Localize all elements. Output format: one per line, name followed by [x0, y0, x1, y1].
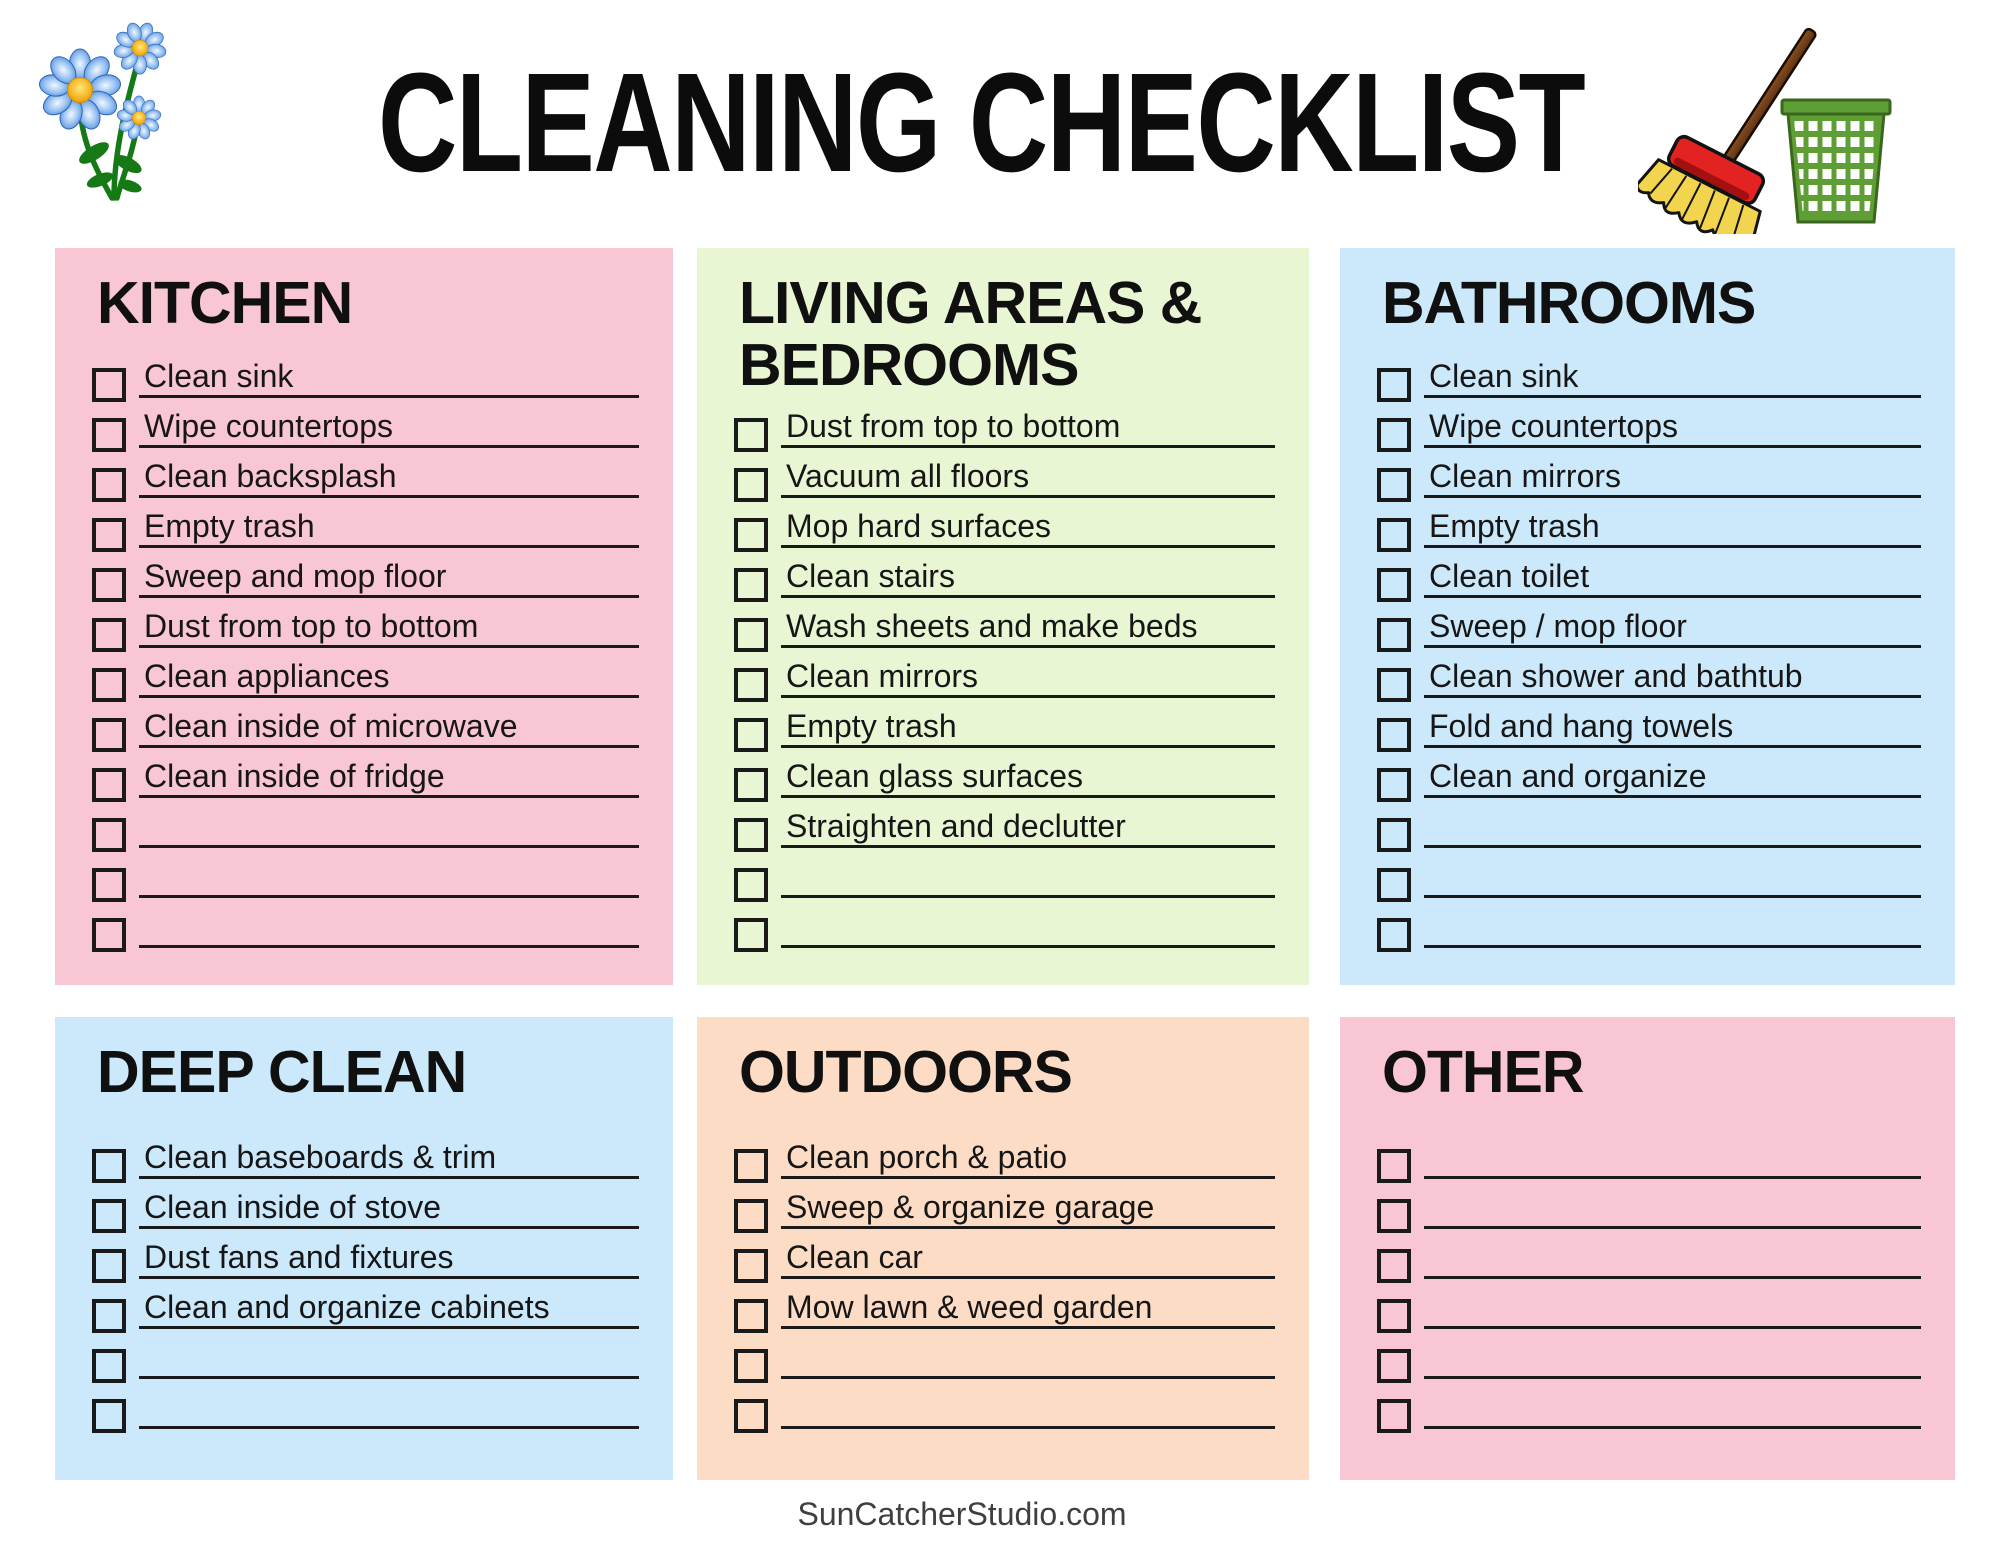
checkbox[interactable]	[92, 568, 126, 602]
checkbox[interactable]	[734, 1349, 768, 1383]
panel-title-outdoors: OUTDOORS	[739, 1039, 1072, 1105]
panel-deep-clean	[55, 1017, 673, 1480]
checklist-row	[697, 654, 1309, 704]
checklist-row	[1340, 704, 1955, 754]
item-label: Clean inside of fridge	[139, 758, 639, 798]
checklist-row	[1340, 1235, 1955, 1285]
checkbox[interactable]	[92, 1399, 126, 1433]
checklist-row	[697, 504, 1309, 554]
checklist-row	[1340, 604, 1955, 654]
checkbox[interactable]	[92, 1299, 126, 1333]
checkbox[interactable]	[1377, 1249, 1411, 1283]
item-label: Sweep & organize garage	[781, 1189, 1275, 1229]
checkbox[interactable]	[1377, 718, 1411, 752]
panel-kitchen	[55, 248, 673, 985]
blank-line[interactable]	[781, 908, 1275, 948]
checklist-row	[55, 504, 673, 554]
checklist-row	[697, 454, 1309, 504]
checkbox[interactable]	[92, 718, 126, 752]
flowers-icon	[36, 12, 186, 202]
checklist-row	[55, 454, 673, 504]
item-label: Clean car	[781, 1239, 1275, 1279]
panel-outdoors	[697, 1017, 1309, 1480]
checklist-row	[1340, 1385, 1955, 1435]
panel-title-other: OTHER	[1382, 1039, 1584, 1105]
checklist-row	[697, 604, 1309, 654]
checklist-row	[697, 1385, 1309, 1435]
checkbox[interactable]	[734, 1149, 768, 1183]
item-label: Clean glass surfaces	[781, 758, 1275, 798]
checklist-row	[1340, 1335, 1955, 1385]
item-label: Clean toilet	[1424, 558, 1921, 598]
item-label: Clean inside of microwave	[139, 708, 639, 748]
checkbox[interactable]	[1377, 518, 1411, 552]
checklist-row	[697, 1185, 1309, 1235]
checkbox[interactable]	[734, 618, 768, 652]
checkbox[interactable]	[734, 918, 768, 952]
checklist-row	[697, 1235, 1309, 1285]
panel-rows	[697, 1135, 1309, 1435]
item-label: Clean appliances	[139, 658, 639, 698]
item-label: Clean stairs	[781, 558, 1275, 598]
broom-and-basket-icon	[1638, 22, 1898, 234]
checklist-row	[697, 1335, 1309, 1385]
blank-line[interactable]	[1424, 1389, 1921, 1429]
checkbox[interactable]	[1377, 468, 1411, 502]
item-label: Clean porch & patio	[781, 1139, 1275, 1179]
blank-line[interactable]	[139, 808, 639, 848]
blank-line[interactable]	[139, 858, 639, 898]
checklist-row	[697, 1135, 1309, 1185]
checklist-row	[55, 704, 673, 754]
checklist-row	[697, 404, 1309, 454]
panel-rows	[1340, 354, 1955, 954]
panel-bathrooms	[1340, 248, 1955, 985]
item-label: Clean mirrors	[781, 658, 1275, 698]
panel-rows	[55, 1135, 673, 1435]
checkbox[interactable]	[734, 1199, 768, 1233]
checkbox[interactable]	[1377, 568, 1411, 602]
item-label: Straighten and declutter	[781, 808, 1275, 848]
item-label: Wipe countertops	[139, 408, 639, 448]
checkbox[interactable]	[92, 468, 126, 502]
item-label: Clean backsplash	[139, 458, 639, 498]
item-label: Clean baseboards & trim	[139, 1139, 639, 1179]
checklist-row	[1340, 354, 1955, 404]
blank-line[interactable]	[781, 1389, 1275, 1429]
checklist-row	[697, 854, 1309, 904]
blank-line[interactable]	[1424, 858, 1921, 898]
checkbox[interactable]	[1377, 368, 1411, 402]
checklist-row	[697, 554, 1309, 604]
panel-rows	[697, 404, 1309, 954]
checklist-row	[1340, 404, 1955, 454]
checkbox[interactable]	[734, 518, 768, 552]
item-label: Mop hard surfaces	[781, 508, 1275, 548]
checklist-row	[55, 754, 673, 804]
checklist-row	[55, 904, 673, 954]
blank-line[interactable]	[1424, 1289, 1921, 1329]
panel-rows	[1340, 1135, 1955, 1435]
blank-line[interactable]	[1424, 1139, 1921, 1179]
checkbox[interactable]	[92, 768, 126, 802]
item-label: Clean mirrors	[1424, 458, 1921, 498]
item-label: Dust from top to bottom	[139, 608, 639, 648]
blank-line[interactable]	[781, 858, 1275, 898]
checklist-row	[1340, 754, 1955, 804]
item-label: Mow lawn & weed garden	[781, 1289, 1275, 1329]
item-label: Wipe countertops	[1424, 408, 1921, 448]
blank-line[interactable]	[139, 1389, 639, 1429]
panel-rows	[55, 354, 673, 954]
checkbox[interactable]	[1377, 1399, 1411, 1433]
checklist-row	[55, 1335, 673, 1385]
waste-basket-icon	[1782, 100, 1890, 222]
item-label: Fold and hang towels	[1424, 708, 1921, 748]
checklist-row	[1340, 1185, 1955, 1235]
checklist-row	[1340, 1135, 1955, 1185]
checkbox[interactable]	[1377, 1349, 1411, 1383]
panel-other	[1340, 1017, 1955, 1480]
checklist-row	[1340, 504, 1955, 554]
item-label: Clean shower and bathtub	[1424, 658, 1921, 698]
checklist-row	[55, 804, 673, 854]
checkbox[interactable]	[92, 1149, 126, 1183]
checklist-row	[697, 904, 1309, 954]
checklist-row	[1340, 804, 1955, 854]
checklist-row	[55, 1385, 673, 1435]
checkbox[interactable]	[1377, 1299, 1411, 1333]
checklist-row	[55, 604, 673, 654]
checklist-row	[697, 804, 1309, 854]
checkbox[interactable]	[734, 1249, 768, 1283]
panel-title-kitchen: KITCHEN	[97, 270, 353, 336]
checkbox[interactable]	[734, 768, 768, 802]
panel-title-living-areas-bedrooms: LIVING AREAS & BEDROOMS	[739, 270, 1202, 398]
checklist-row	[1340, 454, 1955, 504]
checklist-row	[55, 1235, 673, 1285]
checklist-row	[1340, 904, 1955, 954]
panel-title-deep-clean: DEEP CLEAN	[97, 1039, 467, 1105]
item-label: Clean sink	[1424, 358, 1921, 398]
checkbox[interactable]	[92, 618, 126, 652]
checkbox[interactable]	[92, 1249, 126, 1283]
checkbox[interactable]	[1377, 868, 1411, 902]
checkbox[interactable]	[734, 1399, 768, 1433]
checklist-row	[55, 1285, 673, 1335]
checklist-row	[697, 754, 1309, 804]
checkbox[interactable]	[92, 868, 126, 902]
footer-credit: SunCatcherStudio.com	[797, 1496, 1127, 1532]
item-label: Empty trash	[781, 708, 1275, 748]
checkbox[interactable]	[1377, 1149, 1411, 1183]
checkbox[interactable]	[92, 518, 126, 552]
blank-line[interactable]	[1424, 1339, 1921, 1379]
page-title: CLEANING CHECKLIST	[378, 43, 1585, 201]
item-label: Clean sink	[139, 358, 639, 398]
checkbox[interactable]	[1377, 418, 1411, 452]
checkbox[interactable]	[734, 668, 768, 702]
checkbox[interactable]	[734, 818, 768, 852]
checkbox[interactable]	[92, 818, 126, 852]
checklist-row	[1340, 1285, 1955, 1335]
checklist-row	[55, 654, 673, 704]
item-label: Dust fans and fixtures	[139, 1239, 639, 1279]
checkbox[interactable]	[734, 568, 768, 602]
item-label: Clean and organize	[1424, 758, 1921, 798]
checkbox[interactable]	[1377, 768, 1411, 802]
checkbox[interactable]	[734, 868, 768, 902]
checkbox[interactable]	[734, 1299, 768, 1333]
checkbox[interactable]	[92, 918, 126, 952]
checklist-row	[697, 1285, 1309, 1335]
blank-line[interactable]	[1424, 808, 1921, 848]
checklist-row	[55, 1185, 673, 1235]
checklist-row	[1340, 554, 1955, 604]
blank-line[interactable]	[1424, 1239, 1921, 1279]
checklist-row	[1340, 854, 1955, 904]
checkbox[interactable]	[1377, 618, 1411, 652]
checkbox[interactable]	[1377, 818, 1411, 852]
checkbox[interactable]	[92, 668, 126, 702]
checklist-row	[1340, 654, 1955, 704]
blank-line[interactable]	[139, 1339, 639, 1379]
item-label: Sweep / mop floor	[1424, 608, 1921, 648]
blank-line[interactable]	[781, 1339, 1275, 1379]
checklist-row	[55, 1135, 673, 1185]
item-label: Dust from top to bottom	[781, 408, 1275, 448]
item-label: Clean and organize cabinets	[139, 1289, 639, 1329]
blank-line[interactable]	[1424, 1189, 1921, 1229]
item-label: Sweep and mop floor	[139, 558, 639, 598]
checklist-row	[55, 554, 673, 604]
checkbox[interactable]	[92, 1349, 126, 1383]
checkbox[interactable]	[92, 368, 126, 402]
item-label: Vacuum all floors	[781, 458, 1275, 498]
checkbox[interactable]	[734, 718, 768, 752]
panel-title-bathrooms: BATHROOMS	[1382, 270, 1756, 336]
blank-line[interactable]	[1424, 908, 1921, 948]
checkbox[interactable]	[92, 418, 126, 452]
item-label: Empty trash	[139, 508, 639, 548]
checklist-row	[697, 704, 1309, 754]
item-label: Wash sheets and make beds	[781, 608, 1275, 648]
item-label: Clean inside of stove	[139, 1189, 639, 1229]
checklist-row	[55, 404, 673, 454]
item-label: Empty trash	[1424, 508, 1921, 548]
checklist-row	[55, 354, 673, 404]
checkbox[interactable]	[734, 418, 768, 452]
checkbox[interactable]	[1377, 918, 1411, 952]
checkbox[interactable]	[92, 1199, 126, 1233]
blank-line[interactable]	[139, 908, 639, 948]
checkbox[interactable]	[1377, 1199, 1411, 1233]
panel-living-areas-bedrooms	[697, 248, 1309, 985]
checkbox[interactable]	[1377, 668, 1411, 702]
checklist-row	[55, 854, 673, 904]
checkbox[interactable]	[734, 468, 768, 502]
